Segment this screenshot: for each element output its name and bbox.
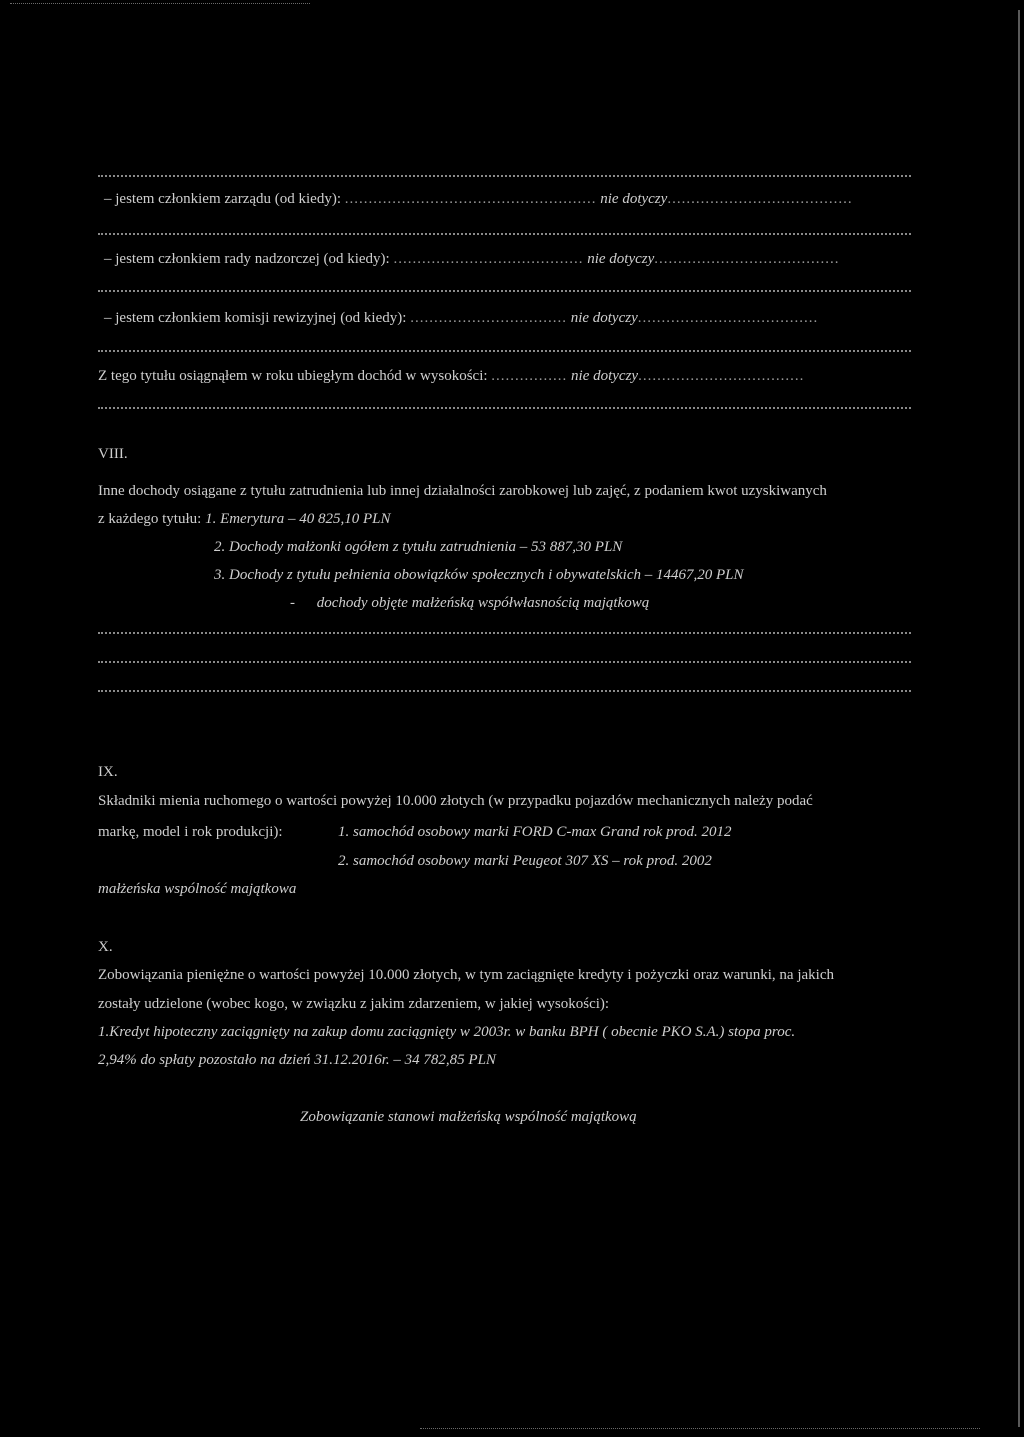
leader-dots: ....................................... (667, 191, 853, 207)
dotted-line (98, 661, 911, 663)
section-x-item-1-line-1: 1.Kredyt hipoteczny zaciągnięty na zakup domu zaciągnięty w 2003r. w banku BPH ( obecnie PKO S.A.) stopa proc. (98, 1024, 796, 1040)
section-viii-item-3: 3. Dochody z tytułu pełnienia obowiązków społecznych i obywatelskich – 14467,20 PLN (214, 567, 744, 583)
section-x-note: Zobowiązanie stanowi małżeńską wspólność majątkową (300, 1109, 637, 1125)
section-viii-intro-2 (98, 510, 390, 528)
leader-dots: ................ (491, 368, 568, 384)
dotted-line (98, 350, 911, 352)
dotted-line (98, 175, 911, 177)
section-x-intro-1: Zobowiązania pieniężne o wartości powyżej 10.000 złotych, w tym zaciągnięte kredyty i pożyczki oraz warunki, na jakich (98, 967, 834, 983)
section-viii-intro-2-text: z każdego tytułu: (98, 511, 206, 527)
dochod-label: Z tego tytułu osiągnąłem w roku ubiegłym dochód w wysokości: (98, 368, 492, 384)
leader-dots: ..................................................... (344, 191, 597, 207)
dotted-line (98, 233, 911, 235)
komisja-row (104, 309, 818, 327)
leader-dots: ...................................... (637, 310, 819, 326)
section-viii-item-4 (290, 594, 649, 612)
zarzad-row (104, 190, 853, 208)
scan-right-edge (1018, 10, 1020, 1427)
dochod-row (98, 367, 804, 385)
leader-dots: ....................................... (654, 251, 840, 267)
zarzad-value: nie dotyczy (600, 191, 668, 207)
section-x-item-1-line-2: 2,94% do spłaty pozostało na dzień 31.12.2016r. – 34 782,85 PLN (98, 1052, 496, 1068)
section-ix-heading: IX. (98, 764, 118, 780)
section-viii-item-1: 1. Emerytura – 40 825,10 PLN (205, 511, 391, 527)
section-ix-item-1: 1. samochód osobowy marki FORD C-max Grand rok prod. 2012 (338, 824, 732, 840)
section-viii-item-4-dash: - (290, 595, 295, 611)
section-viii-item-2: 2. Dochody małżonki ogółem z tytułu zatrudnienia – 53 887,30 PLN (214, 539, 623, 555)
section-x-heading: X. (98, 939, 113, 955)
dotted-line (98, 290, 911, 292)
rada-row (104, 250, 840, 268)
dotted-line (98, 690, 911, 692)
leader-dots: ........................................ (393, 251, 584, 267)
top-scan-line (10, 3, 310, 4)
dochod-value: nie dotyczy (571, 368, 639, 384)
section-ix-note: małżeńska wspólność majątkowa (98, 881, 297, 897)
section-viii-item-4-text: dochody objęte małżeńską współwłasnością majątkową (316, 595, 650, 611)
bottom-scan-line (420, 1428, 980, 1429)
komisja-label: – jestem członkiem komisji rewizyjnej (od kiedy): (104, 310, 411, 326)
section-viii-heading: VIII. (98, 446, 128, 462)
dotted-line (98, 407, 911, 409)
section-ix-intro-2: markę, model i rok produkcji): (98, 824, 283, 840)
komisja-value: nie dotyczy (570, 310, 638, 326)
rada-label: – jestem członkiem rady nadzorczej (od kiedy): (104, 251, 394, 267)
zarzad-label: – jestem członkiem zarządu (od kiedy): (104, 191, 345, 207)
section-x-intro-2: zostały udzielone (wobec kogo, w związku z jakim zdarzeniem, w jakiej wysokości): (98, 996, 610, 1012)
leader-dots: ................................... (638, 368, 805, 384)
leader-dots: ................................. (410, 310, 567, 326)
section-viii-intro-1: Inne dochody osiągane z tytułu zatrudnienia lub innej działalności zarobkowej lub zajęć, z podaniem kwot uzyskiwanych (98, 483, 827, 499)
dotted-line (98, 632, 911, 634)
rada-value: nie dotyczy (587, 251, 655, 267)
section-ix-intro-1: Składniki mienia ruchomego o wartości powyżej 10.000 złotych (w przypadku pojazdów mechanicznych należy podać (98, 793, 813, 809)
section-ix-item-2: 2. samochód osobowy marki Peugeot 307 XS – rok prod. 2002 (338, 853, 712, 869)
